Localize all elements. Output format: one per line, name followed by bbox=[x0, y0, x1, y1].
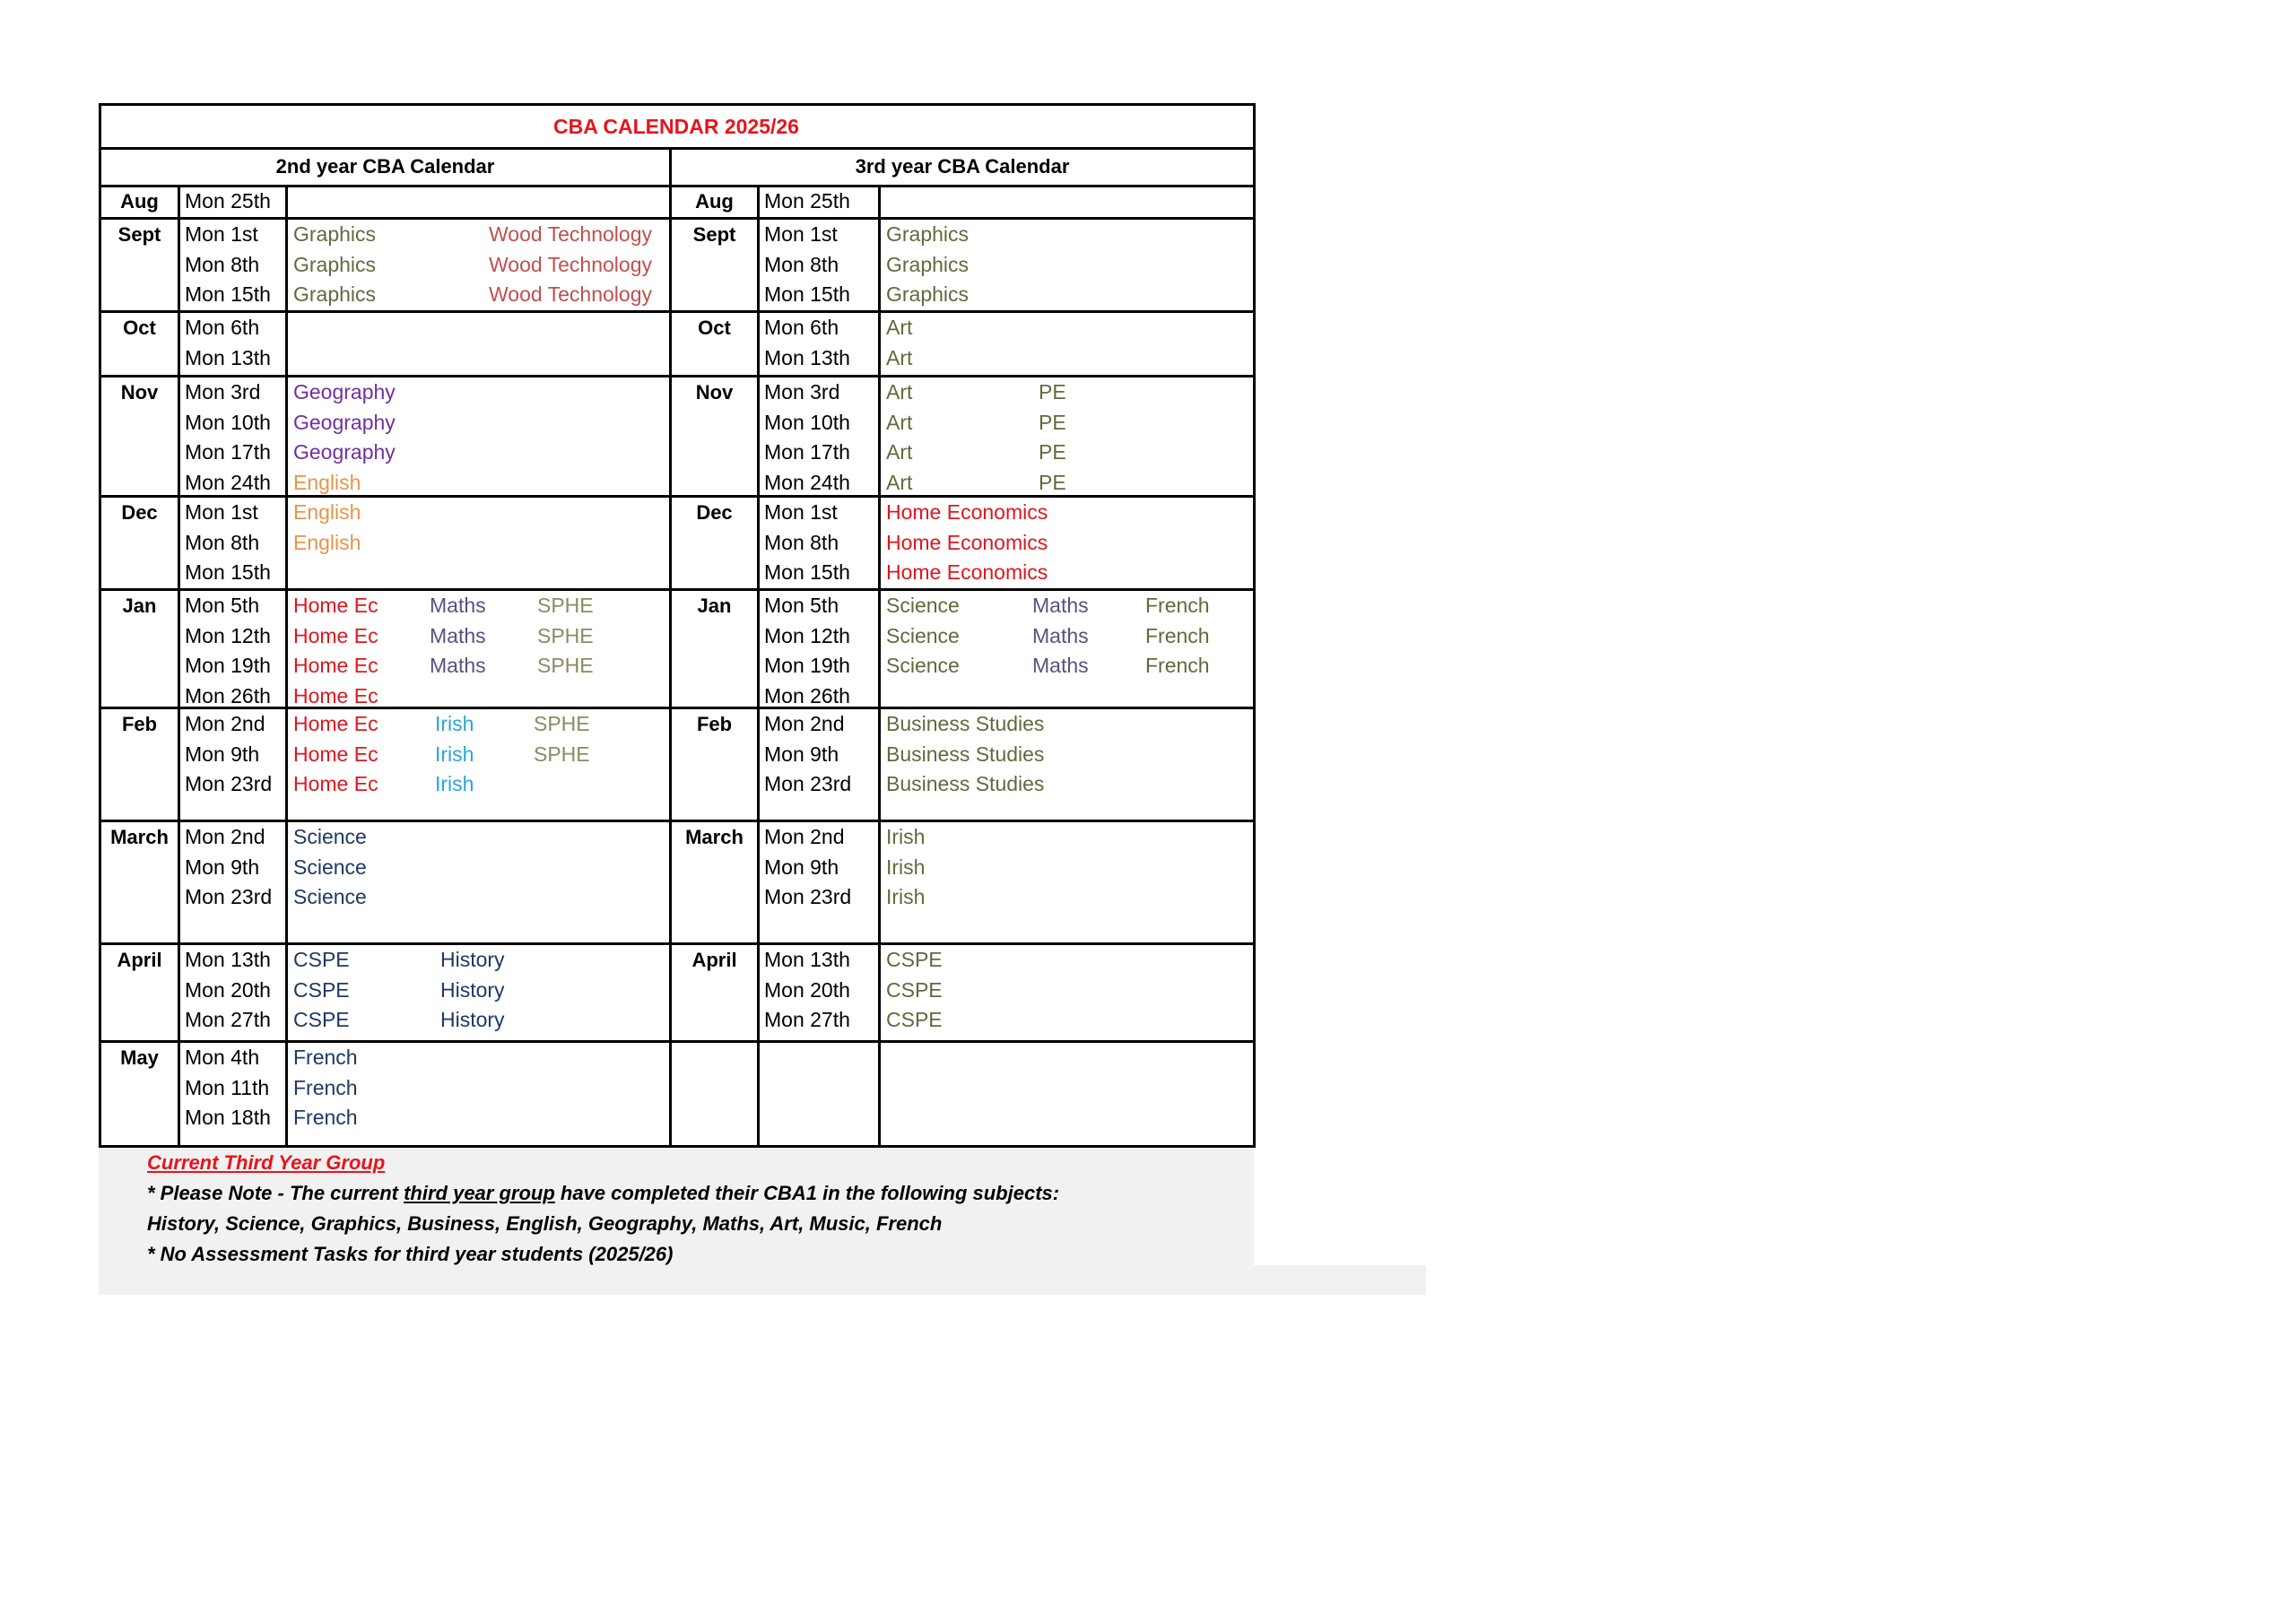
date-list bbox=[764, 945, 850, 1036]
subject-row bbox=[288, 882, 669, 913]
subject-maths: Maths bbox=[430, 623, 486, 647]
subject-sphe: SPHE bbox=[534, 742, 590, 766]
date-cell: Mon 9th bbox=[185, 742, 260, 766]
date-cell: Mon 5th bbox=[185, 594, 260, 617]
subject-row bbox=[288, 651, 669, 681]
subject-english: English bbox=[293, 470, 361, 494]
date-cell: Mon 13th bbox=[764, 948, 850, 971]
date-cell: Mon 12th bbox=[185, 623, 271, 647]
subject-row bbox=[288, 343, 669, 374]
subject-art: Art bbox=[886, 316, 913, 339]
subject-home-ec: Home Ec bbox=[293, 594, 378, 617]
month-label: Dec bbox=[696, 501, 733, 524]
subject-list bbox=[881, 313, 1253, 373]
date-list bbox=[764, 313, 850, 373]
date-cell: Mon 20th bbox=[764, 977, 850, 1002]
border bbox=[99, 103, 101, 1148]
date-cell: Mon 20th bbox=[185, 977, 271, 1002]
date-cell: Mon 17th bbox=[185, 440, 271, 464]
subject-maths: Maths bbox=[430, 594, 486, 617]
date-cell: Mon 5th bbox=[764, 594, 839, 617]
date-cell: Mon 13th bbox=[185, 948, 271, 971]
subject-science: Science bbox=[886, 654, 960, 677]
subject-row bbox=[288, 438, 669, 468]
month-label: April bbox=[117, 949, 162, 971]
subject-row bbox=[288, 822, 669, 853]
subject-row bbox=[881, 408, 1253, 438]
divider bbox=[99, 1040, 1256, 1043]
subject-row bbox=[288, 621, 669, 652]
subject-row bbox=[288, 945, 669, 976]
subject-pe: PE bbox=[1039, 380, 1066, 404]
subject-irish: Irish bbox=[886, 825, 926, 848]
date-list bbox=[185, 1043, 271, 1133]
subject-row bbox=[881, 769, 1253, 800]
date-cell: Mon 12th bbox=[764, 623, 850, 647]
subject-row bbox=[288, 681, 669, 712]
subject-graphics: Graphics bbox=[293, 282, 377, 306]
date-cell: Mon 15th bbox=[764, 560, 850, 584]
subject-list bbox=[288, 313, 669, 373]
subject-row bbox=[881, 280, 1253, 310]
subject-sphe: SPHE bbox=[537, 594, 594, 617]
date-cell: Mon 25th bbox=[185, 189, 271, 213]
subject-list bbox=[288, 1043, 669, 1133]
divider bbox=[669, 147, 672, 1148]
subject-french: French bbox=[1145, 594, 1210, 617]
subject-row bbox=[881, 740, 1253, 770]
date-cell: Mon 6th bbox=[764, 316, 839, 339]
subject-cspe: CSPE bbox=[886, 948, 943, 971]
month-label: Feb bbox=[121, 713, 158, 735]
month-label: March bbox=[685, 826, 744, 848]
subject-row bbox=[288, 220, 669, 250]
third-year-header: 3rd year CBA Calendar bbox=[855, 155, 1070, 178]
subject-business-studies: Business Studies bbox=[886, 712, 1045, 735]
subject-art: Art bbox=[886, 345, 913, 369]
month-label: Feb bbox=[696, 713, 733, 735]
subject-cspe: CSPE bbox=[293, 977, 350, 1002]
subject-row bbox=[288, 1073, 669, 1104]
month-label: Aug bbox=[120, 190, 159, 213]
subject-history: History bbox=[440, 1008, 505, 1031]
date-cell: Mon 9th bbox=[764, 855, 839, 879]
divider bbox=[178, 185, 180, 1148]
date-cell: Mon 10th bbox=[185, 410, 271, 434]
subject-row bbox=[288, 498, 669, 528]
date-cell: Mon 8th bbox=[764, 530, 839, 554]
subject-geography: Geography bbox=[293, 410, 396, 434]
date-cell: Mon 8th bbox=[185, 252, 260, 276]
subject-home-economics: Home Economics bbox=[886, 560, 1048, 584]
subject-list bbox=[288, 498, 669, 588]
notes-line-1-suffix: have completed their CBA1 in the following subjects: bbox=[554, 1182, 1060, 1204]
subject-row bbox=[881, 558, 1253, 588]
subject-pe: PE bbox=[1039, 410, 1066, 434]
month-label: Nov bbox=[120, 381, 159, 404]
date-cell: Mon 1st bbox=[185, 500, 258, 524]
date-cell: Mon 1st bbox=[185, 222, 258, 246]
date-cell: Mon 2nd bbox=[764, 825, 845, 848]
date-cell: Mon 19th bbox=[764, 654, 850, 677]
date-cell: Mon 13th bbox=[764, 345, 850, 369]
subject-row bbox=[288, 558, 669, 588]
subject-list bbox=[881, 591, 1253, 711]
date-cell: Mon 24th bbox=[185, 470, 271, 494]
subject-row bbox=[881, 498, 1253, 528]
subject-graphics: Graphics bbox=[886, 252, 970, 276]
subject-list bbox=[881, 378, 1253, 498]
subject-row bbox=[881, 882, 1253, 913]
subject-irish: Irish bbox=[435, 712, 474, 735]
subject-french: French bbox=[1145, 623, 1210, 647]
subject-maths: Maths bbox=[430, 654, 486, 677]
subject-cspe: CSPE bbox=[293, 1008, 350, 1031]
month-label: Oct bbox=[698, 317, 731, 339]
notes-line-1-prefix: * Please Note - The current bbox=[147, 1182, 404, 1204]
divider bbox=[757, 185, 760, 1148]
subject-row bbox=[881, 621, 1253, 652]
subject-row bbox=[881, 976, 1253, 1006]
subject-cspe: CSPE bbox=[886, 977, 943, 1002]
subject-row bbox=[288, 468, 669, 499]
date-cell: Mon 15th bbox=[185, 560, 271, 584]
date-list bbox=[185, 187, 271, 217]
month-label: Aug bbox=[695, 190, 734, 213]
subject-science: Science bbox=[293, 885, 367, 908]
subject-row bbox=[881, 438, 1253, 468]
subject-row bbox=[881, 1005, 1253, 1036]
date-list bbox=[185, 709, 272, 800]
date-list bbox=[185, 378, 271, 498]
subject-row bbox=[288, 528, 669, 559]
subject-maths: Maths bbox=[1032, 654, 1089, 677]
subject-row bbox=[881, 468, 1253, 499]
subject-english: English bbox=[293, 530, 361, 554]
subject-irish: Irish bbox=[886, 885, 926, 908]
second-year-header: 2nd year CBA Calendar bbox=[275, 155, 495, 178]
month-label: May bbox=[120, 1046, 159, 1069]
date-cell: Mon 9th bbox=[764, 742, 839, 766]
notes-line-1 bbox=[147, 1178, 1059, 1209]
subject-home-ec: Home Ec bbox=[293, 772, 378, 795]
subject-home-economics: Home Economics bbox=[886, 500, 1048, 524]
subject-row bbox=[881, 945, 1253, 976]
subject-home-ec: Home Ec bbox=[293, 683, 378, 707]
subject-list bbox=[881, 187, 1253, 217]
subject-art: Art bbox=[886, 380, 913, 404]
subject-science: Science bbox=[886, 623, 960, 647]
notes-line-3: * No Assessment Tasks for third year students (2025/26) bbox=[147, 1243, 674, 1265]
date-cell: Mon 24th bbox=[764, 470, 850, 494]
border bbox=[1253, 103, 1256, 1148]
subject-science: Science bbox=[293, 825, 367, 848]
month-label: Jan bbox=[697, 595, 732, 617]
subject-cspe: CSPE bbox=[293, 948, 350, 971]
date-cell: Mon 3rd bbox=[185, 380, 261, 404]
subject-pe: PE bbox=[1039, 470, 1066, 494]
date-cell: Mon 10th bbox=[764, 410, 850, 434]
date-cell: Mon 15th bbox=[764, 282, 850, 306]
subject-home-ec: Home Ec bbox=[293, 742, 378, 766]
subject-row bbox=[288, 280, 669, 310]
subject-irish: Irish bbox=[435, 772, 474, 795]
date-cell: Mon 2nd bbox=[185, 825, 265, 848]
subject-list bbox=[881, 709, 1253, 800]
subject-list bbox=[288, 822, 669, 913]
subject-row bbox=[288, 769, 669, 800]
date-list bbox=[764, 378, 850, 498]
subject-list bbox=[288, 187, 669, 217]
subject-row bbox=[881, 822, 1253, 853]
subject-home-ec: Home Ec bbox=[293, 623, 378, 647]
subject-geography: Geography bbox=[293, 440, 396, 464]
subject-list bbox=[288, 591, 669, 711]
subject-home-ec: Home Ec bbox=[293, 712, 378, 735]
date-cell: Mon 23rd bbox=[185, 885, 273, 908]
month-label: March bbox=[110, 826, 169, 848]
subject-row bbox=[881, 528, 1253, 559]
subject-list bbox=[881, 220, 1253, 310]
date-list bbox=[764, 498, 850, 588]
date-cell: Mon 2nd bbox=[185, 712, 265, 735]
subject-sphe: SPHE bbox=[537, 654, 594, 677]
subject-english: English bbox=[293, 500, 361, 524]
subject-row bbox=[288, 853, 669, 883]
subject-row bbox=[288, 1103, 669, 1133]
subject-irish: Irish bbox=[435, 742, 474, 766]
date-list bbox=[764, 187, 850, 217]
notes-line-1-underlined: third year group bbox=[404, 1182, 555, 1204]
subject-row bbox=[881, 343, 1253, 374]
date-list bbox=[764, 591, 850, 711]
subject-row bbox=[288, 1005, 669, 1036]
subject-row bbox=[881, 651, 1253, 681]
subject-maths: Maths bbox=[1032, 594, 1089, 617]
date-list bbox=[185, 498, 271, 588]
subject-sphe: SPHE bbox=[537, 623, 594, 647]
subject-sphe: SPHE bbox=[534, 712, 590, 735]
date-list bbox=[185, 313, 271, 373]
subject-science: Science bbox=[293, 855, 367, 879]
date-cell: Mon 2nd bbox=[764, 712, 845, 735]
month-label: Oct bbox=[123, 317, 156, 339]
subject-row bbox=[881, 681, 1253, 712]
date-cell: Mon 1st bbox=[764, 222, 838, 246]
date-cell: Mon 15th bbox=[185, 282, 271, 306]
subject-row bbox=[288, 1043, 669, 1073]
subject-list bbox=[288, 378, 669, 498]
subject-french: French bbox=[1145, 654, 1210, 677]
subject-row bbox=[288, 740, 669, 770]
subject-row bbox=[288, 709, 669, 740]
subject-pe: PE bbox=[1039, 440, 1066, 464]
month-label: Jan bbox=[122, 595, 157, 617]
subject-row bbox=[881, 250, 1253, 281]
subject-graphics: Graphics bbox=[293, 252, 377, 276]
month-label: Sept bbox=[117, 223, 161, 246]
subject-row bbox=[881, 313, 1253, 343]
subject-list bbox=[881, 822, 1253, 913]
subject-graphics: Graphics bbox=[886, 222, 970, 246]
date-list bbox=[764, 709, 851, 800]
month-label: April bbox=[691, 949, 737, 971]
date-cell: Mon 23rd bbox=[764, 885, 852, 908]
subject-row bbox=[288, 313, 669, 343]
subject-row bbox=[881, 378, 1253, 408]
date-cell: Mon 4th bbox=[185, 1046, 260, 1069]
subject-maths: Maths bbox=[1032, 623, 1089, 647]
notes-line-2: History, Science, Graphics, Business, English, Geography, Maths, Art, Music, French bbox=[147, 1212, 943, 1235]
month-label: Sept bbox=[692, 223, 736, 246]
subject-wood-technology: Wood Technology bbox=[489, 282, 653, 306]
subject-list bbox=[288, 709, 669, 800]
date-cell: Mon 3rd bbox=[764, 380, 840, 404]
subject-row bbox=[288, 976, 669, 1006]
date-cell: Mon 1st bbox=[764, 500, 838, 524]
subject-art: Art bbox=[886, 410, 913, 434]
subject-irish: Irish bbox=[886, 855, 926, 879]
subject-business-studies: Business Studies bbox=[886, 742, 1045, 766]
date-cell: Mon 19th bbox=[185, 654, 271, 677]
subject-french: French bbox=[293, 1106, 358, 1129]
date-cell: Mon 17th bbox=[764, 440, 850, 464]
subject-graphics: Graphics bbox=[293, 222, 377, 246]
date-cell: Mon 8th bbox=[185, 530, 260, 554]
subject-list bbox=[288, 220, 669, 310]
date-cell: Mon 23rd bbox=[185, 772, 273, 795]
date-cell: Mon 9th bbox=[185, 855, 260, 879]
page-title: CBA CALENDAR 2025/26 bbox=[553, 115, 799, 138]
subject-french: French bbox=[293, 1046, 358, 1069]
month-label: Nov bbox=[695, 381, 734, 404]
subject-row bbox=[881, 709, 1253, 740]
date-list bbox=[764, 822, 851, 913]
subject-geography: Geography bbox=[293, 380, 396, 404]
date-list bbox=[185, 945, 271, 1036]
subject-science: Science bbox=[886, 594, 960, 617]
subject-french: French bbox=[293, 1075, 358, 1099]
subject-home-economics: Home Economics bbox=[886, 530, 1048, 554]
date-cell: Mon 6th bbox=[185, 316, 260, 339]
date-list bbox=[185, 822, 272, 913]
month-label: Dec bbox=[121, 501, 158, 524]
notes-heading: Current Third Year Group bbox=[147, 1151, 386, 1174]
date-cell: Mon 27th bbox=[764, 1008, 850, 1031]
date-cell: Mon 8th bbox=[764, 252, 839, 276]
subject-cspe: CSPE bbox=[886, 1008, 943, 1031]
subject-row bbox=[288, 250, 669, 281]
subject-history: History bbox=[440, 948, 505, 971]
subject-history: History bbox=[440, 977, 505, 1002]
subject-wood-technology: Wood Technology bbox=[489, 222, 653, 246]
subject-art: Art bbox=[886, 440, 913, 464]
subject-business-studies: Business Studies bbox=[886, 772, 1045, 795]
subject-graphics: Graphics bbox=[886, 282, 970, 306]
date-cell: Mon 26th bbox=[764, 683, 850, 707]
date-cell: Mon 26th bbox=[185, 683, 271, 707]
subject-row bbox=[288, 378, 669, 408]
subject-list bbox=[288, 945, 669, 1036]
date-cell: Mon 23rd bbox=[764, 772, 852, 795]
subject-list bbox=[881, 945, 1253, 1036]
date-list bbox=[764, 220, 850, 310]
date-cell: Mon 11th bbox=[185, 1075, 270, 1099]
date-cell: Mon 18th bbox=[185, 1106, 271, 1129]
subject-row bbox=[881, 853, 1253, 883]
date-list bbox=[185, 591, 271, 711]
date-cell: Mon 13th bbox=[185, 345, 271, 369]
subject-row bbox=[288, 187, 669, 217]
subject-list bbox=[881, 498, 1253, 588]
subject-row bbox=[881, 187, 1253, 217]
subject-row bbox=[881, 220, 1253, 250]
subject-home-ec: Home Ec bbox=[293, 654, 378, 677]
subject-row bbox=[288, 408, 669, 438]
subject-art: Art bbox=[886, 470, 913, 494]
subject-row bbox=[288, 591, 669, 621]
subject-wood-technology: Wood Technology bbox=[489, 252, 653, 276]
date-cell: Mon 25th bbox=[764, 189, 850, 213]
subject-row bbox=[881, 591, 1253, 621]
date-list bbox=[185, 220, 271, 310]
date-cell: Mon 27th bbox=[185, 1008, 271, 1031]
